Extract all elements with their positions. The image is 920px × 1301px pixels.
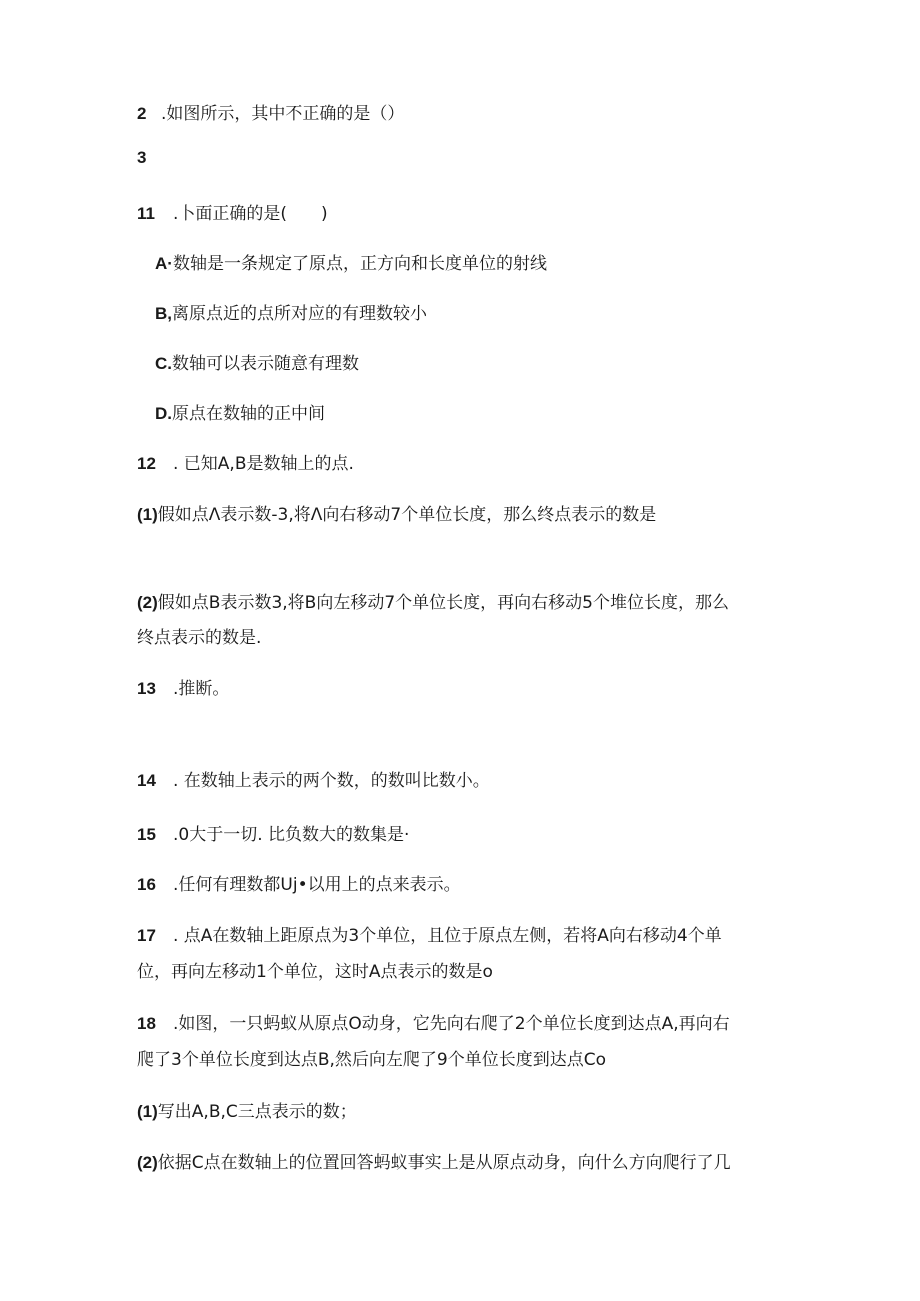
question-text: . 已知A,B是数轴上的点. (173, 454, 354, 474)
question-text: . 点A在数轴上距原点为3个单位，且位于原点左侧，若将A向右移动4个单 (173, 926, 722, 946)
question-text: 爬了3个单位长度到达点B,然后向左爬了9个单位长度到达点Co (137, 1050, 606, 1070)
question-13 (137, 679, 229, 699)
part-label: (2) (137, 1153, 158, 1172)
question-3 (137, 148, 161, 168)
question-text: .推断。 (173, 679, 230, 699)
part-text: 假如点Λ表示数-3,将Λ向右移动7个单位长度，那么终点表示的数是 (157, 505, 657, 525)
question-18-part-1 (137, 1102, 357, 1122)
option-text: 数轴是一条规定了原点，正方向和长度单位的射线 (172, 254, 547, 274)
question-number: 11 (137, 204, 155, 223)
question-number: 3 (137, 148, 147, 167)
option-b (155, 304, 427, 324)
part-text: 假如点B表示数3,将B向左移动7个单位长度，再向右移动5个堆位长度，那么 (157, 593, 729, 613)
part-text: 写出A,B,C三点表示的数； (157, 1102, 357, 1122)
question-text: .卜面正确的是( ) (173, 204, 328, 224)
question-14 (137, 771, 490, 791)
option-label: B, (155, 304, 172, 323)
question-16 (137, 875, 461, 895)
option-text: 数轴可以表示随意有理数 (172, 354, 359, 374)
question-text: 位，再向左移动1个单位，这时A点表示的数是o (137, 962, 493, 982)
option-text: 原点在数轴的正中间 (172, 404, 325, 424)
question-2 (137, 104, 404, 124)
part-label: (1) (137, 505, 158, 524)
question-text: .如图，一只蚂蚁从原点O动身，它先向右爬了2个单位长度到达点A,再向右 (173, 1014, 730, 1034)
part-text: 终点表示的数是. (137, 628, 262, 648)
option-c (155, 354, 359, 374)
question-17-continued (137, 962, 493, 982)
option-a (155, 254, 547, 274)
question-18 (137, 1014, 730, 1034)
option-label: C. (155, 354, 172, 373)
question-17 (137, 926, 722, 946)
option-label: A· (155, 254, 173, 273)
question-number: 15 (137, 825, 156, 844)
question-18-continued (137, 1050, 606, 1070)
question-12 (137, 454, 354, 474)
question-number: 2 (137, 104, 147, 123)
question-number: 14 (137, 771, 156, 790)
option-text: 离原点近的点所对应的有理数较小 (172, 304, 427, 324)
question-number: 13 (137, 679, 156, 698)
question-number: 12 (137, 454, 156, 473)
question-18-part-2 (137, 1153, 731, 1173)
part-text: 依据C点在数轴上的位置回答蚂蚁事实上是从原点动身，向什么方向爬行了几 (157, 1153, 731, 1173)
question-number: 16 (137, 875, 156, 894)
question-11 (137, 204, 328, 224)
question-12-part-2 (137, 593, 729, 613)
question-12-part-2-continued (137, 628, 261, 648)
question-text: .任何有理数都Uj•以用上的点来表示。 (173, 875, 461, 895)
option-d (155, 404, 325, 424)
question-number: 17 (137, 926, 156, 945)
question-12-part-1 (137, 505, 656, 525)
question-text: . 在数轴上表示的两个数，的数叫比数小。 (173, 771, 490, 791)
question-text: .0大于一切. 比负数大的数集是· (173, 825, 410, 845)
option-label: D. (155, 404, 172, 423)
part-label: (1) (137, 1102, 158, 1121)
question-number: 18 (137, 1014, 156, 1033)
question-text: .如图所示，其中不正确的是（） (161, 104, 405, 124)
part-label: (2) (137, 593, 158, 612)
question-15 (137, 825, 409, 845)
